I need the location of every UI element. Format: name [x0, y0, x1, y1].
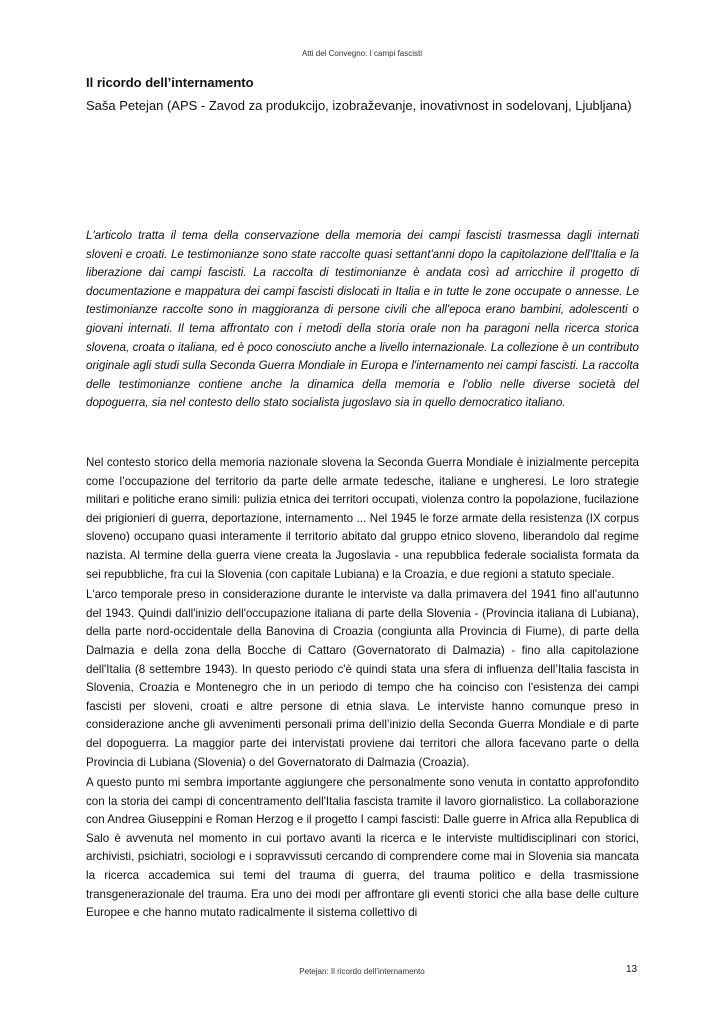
body-text [86, 454, 639, 925]
title-block [86, 74, 646, 114]
running-header: Atti del Convegno: I campi fascisti [301, 49, 423, 58]
body-paragraph: Nel contesto storico della memoria nazionale slovena la Seconda Guerra Mondiale è inizialmente percepita come l’occupazione del territorio da parte delle armate tedesche, italiane e ungheresi. Le loro strategie militari e politiche erano simili: pulizia etnica dei territori occupati, violenza contro la popolazione, fucilazione dei prigionieri di guerra, deportazione, internamento ... Nel 1945 le forze armate della resistenza (IX corpus sloveno) occupano quasi interamente il territorio abitato dal gruppo etnico sloveno, liberandolo dal regime nazista. Al termine della guerra viene creata la Jugoslavia - una repubblica federale socialista formata da sei repubbliche, fra cui la Slovenia (con capitale Lubiana) e la Croazia, e due regioni a statuto speciale. [86, 456, 639, 581]
abstract: L'articolo tratta il tema della conservazione della memoria dei campi fascisti trasmessa dagli internati sloveni e croati. Le testimonianze sono state raccolte quasi settant'anni dopo la capitolazione dell'Italia e la liberazione dai campi fascisti. La raccolta di testimonianze è andata così ad arricchire il progetto di documentazione e mappatura dei campi fascisti dislocati in Italia e in tutte le zone occupate o annesse. Le testimonianze raccolte sono in maggioranza di persone civili che all'epoca erano bambini, adolescenti o giovani internati. Il tema affrontato con i metodi della storia orale non ha paragoni nella ricerca storica slovena, croata o italiana, ed è poco conosciuto anche a livello internazionale. La collezione è un contributo originale agli studi sulla Seconda Guerra Mondiale in Europa e l'internamento nei campi fascisti. La raccolta delle testimonianze contiene anche la dinamica della memoria e l'oblio nelle diverse società del dopoguerra, sia nel contesto dello stato socialista jugoslavo sia in quello democratico italiano. [86, 229, 639, 410]
body-paragraph: A questo punto mi sembra importante aggiungere che personalmente sono venuta in contatto approfondito con la storia dei campi di concentramento dell'Italia fascista tramite il lavoro giornalistico. La collaborazione con Andrea Giuseppini e Roman Herzog e il progetto I campi fascisti: Dalle guerre in Africa alla Republica di Salo è avvenuta nel momento in cui portavo avanti la ricerca e le interviste multidisciplinari con storici, archivisti, psichiatri, sociologi e i sopravvissuti cercando di comprendere come mai in Slovenia sia mancata la ricerca accademica sui temi del trauma di guerra, del trauma politico e della trasmissione transgenerazionale del trauma. Era uno dei modi per affrontare gli eventi storici che alla base delle culture Europee e che hanno mutato radicalmente il sistema collettivo di [86, 776, 639, 920]
page-number: 13 [626, 964, 638, 975]
author-affiliation: Saša Petejan (APS - Zavod za produkcijo, izobraževanje, inovativnost in sodelovanj, Ljubljana) [86, 98, 632, 113]
article-title: Il ricordo dell’internamento [86, 75, 254, 90]
body-paragraph: L'arco temporale preso in considerazione durante le interviste va dalla primavera del 1941 fino all'autunno del 1943. Quindi dall'inizio dell'occupazione italiana di parte della Slovenia - (Provincia italiana di Lubiana), della parte nord-occidentale della Banovina di Croazia (congiunta alla Provincia di Fiume), di parte della Dalmazia e della zona della Bocche di Cattaro (Governatorato di Dalmazia) - fino alla capitolazione dell'Italia (8 settembre 1943). In questo periodo c'è quindi stata una sfera di influenza dell’Italia fascista in Slovenia, Croazia e Montenegro che in un periodo di tempo che ha coinciso con l'esistenza dei campi fascisti per sloveni, croati e altre persone di etnia slava. Le interviste hanno comunque preso in considerazione anche gli avvenimenti personali prima dell’inizio della Seconda Guerra Mondiale e di parte del dopoguerra. La maggior parte dei intervistati proviene dai territori che allora facevano parte o della Provincia di Lubiana (Slovenia) o del Governatorato di Dalmazia (Croazia). [86, 588, 639, 769]
running-footer: Petejan: Il ricordo dell’internamento [299, 967, 425, 976]
